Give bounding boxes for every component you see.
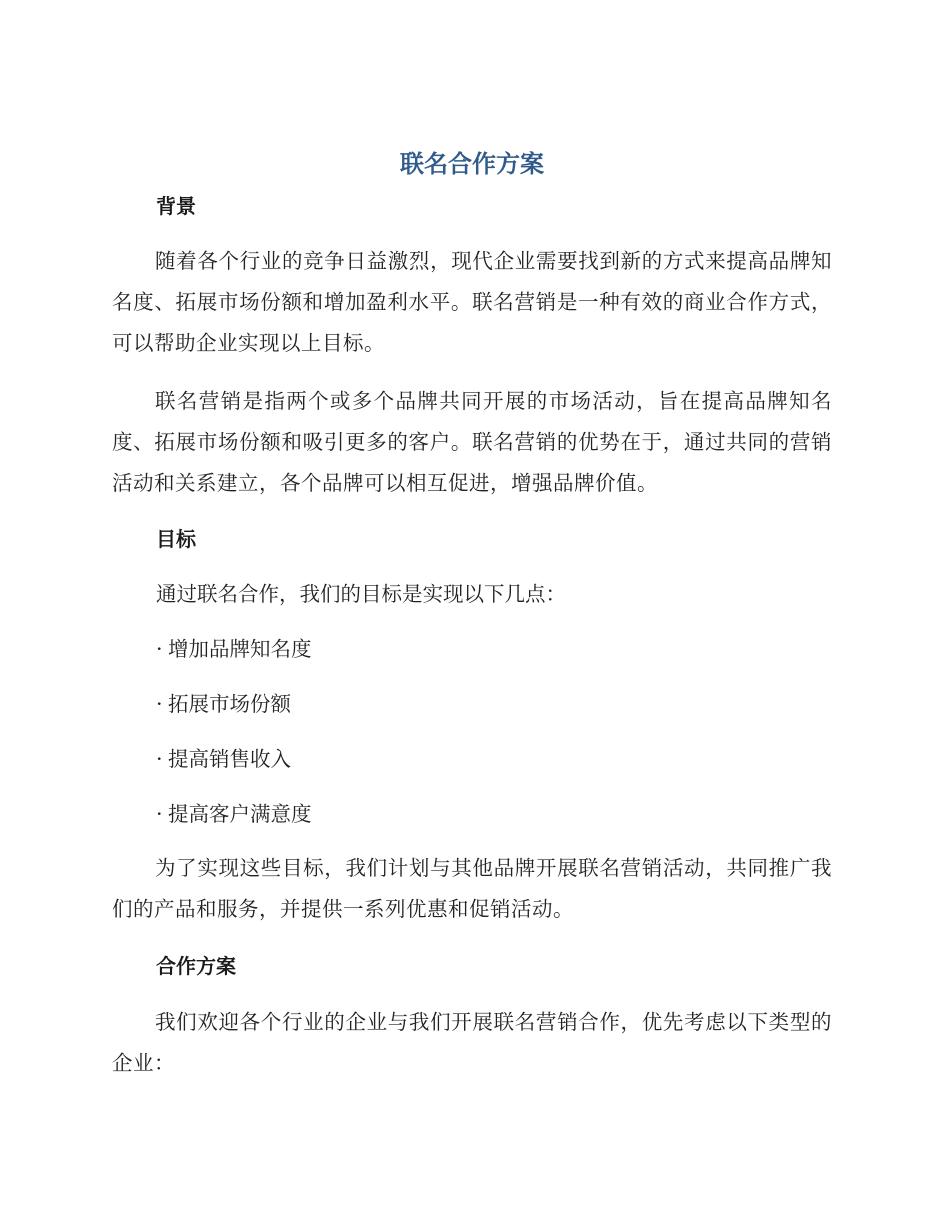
bullet-icon: · <box>156 692 163 716</box>
goals-intro: 通过联名合作，我们的目标是实现以下几点： <box>156 582 566 606</box>
background-paragraph-2: 联名营销是指两个或多个品牌共同开展的市场活动，旨在提高品牌知名度、拓展市场份额和吸引更多的客户。联名营销的优势在于，通过共同的营销活动和关系建立，各个品牌可以相互促进，增强品牌价值。 <box>112 389 832 495</box>
goal-item <box>156 799 312 829</box>
goal-item-label: 增加品牌知名度 <box>168 637 312 661</box>
bullet-icon: · <box>156 802 163 826</box>
section-heading-background: 背景 <box>156 194 196 218</box>
background-paragraph-1: 随着各个行业的竞争日益激烈，现代企业需要找到新的方式来提高品牌知名度、拓展市场份额和增加盈利水平。联名营销是一种有效的商业合作方式，可以帮助企业实现以上目标。 <box>112 249 832 355</box>
goal-item-label: 提高销售收入 <box>168 747 291 771</box>
goal-item-label: 拓展市场份额 <box>168 692 291 716</box>
goals-closing-paragraph: 为了实现这些目标，我们计划与其他品牌开展联名营销活动，共同推广我们的产品和服务，并提供一系列优惠和促销活动。 <box>112 856 832 921</box>
document-title: 联名合作方案 <box>400 150 544 178</box>
bullet-icon: · <box>156 747 163 771</box>
goal-item-label: 提高客户满意度 <box>168 802 312 826</box>
section-heading-goals: 目标 <box>156 527 196 551</box>
goal-item <box>156 744 291 774</box>
bullet-icon: · <box>156 637 163 661</box>
goal-item <box>156 689 291 719</box>
section-heading-plan: 合作方案 <box>156 954 236 978</box>
plan-paragraph: 我们欢迎各个行业的企业与我们开展联名营销合作，优先考虑以下类型的企业： <box>112 1010 832 1075</box>
goal-item <box>156 634 312 664</box>
